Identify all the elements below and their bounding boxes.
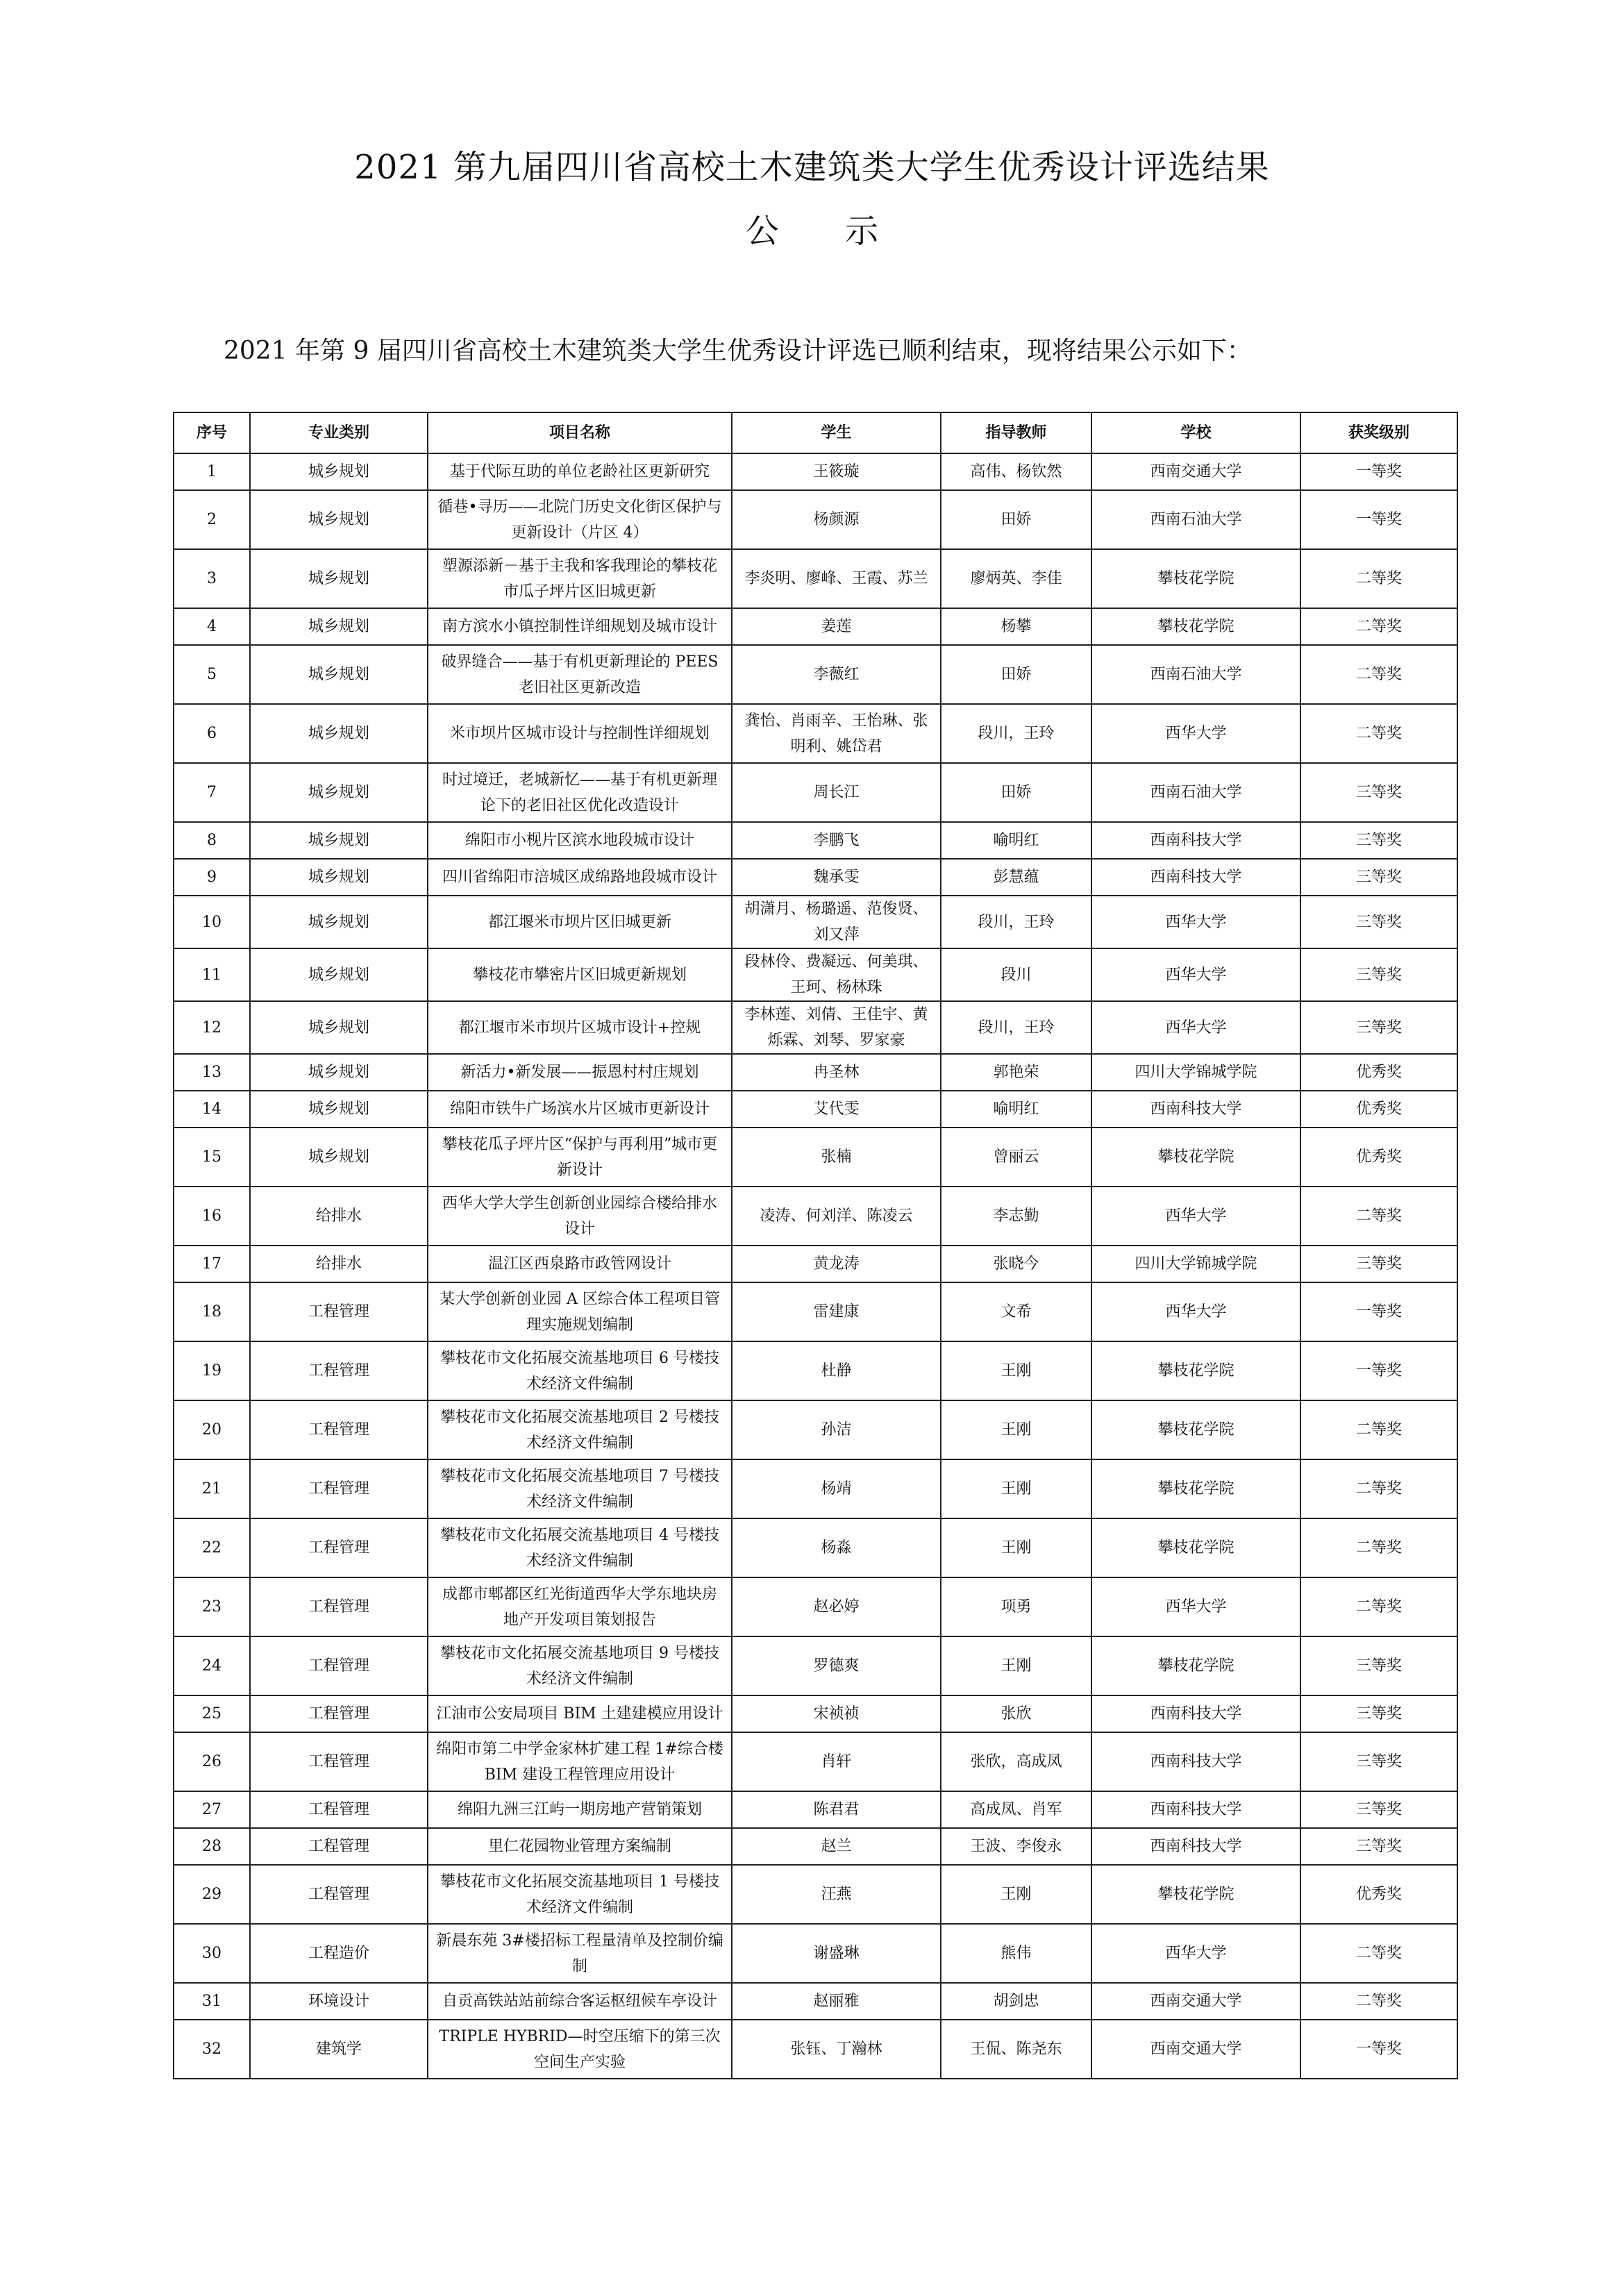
cell-index: 26 xyxy=(174,1732,250,1791)
cell-project: 循巷•寻历——北院门历史文化街区保护与更新设计（片区 4） xyxy=(428,490,732,549)
cell-category: 城乡规划 xyxy=(250,1054,428,1091)
cell-advisor: 文希 xyxy=(941,1282,1091,1341)
cell-school: 西华大学 xyxy=(1091,1187,1300,1246)
cell-index: 11 xyxy=(174,948,250,1001)
cell-project: 攀枝花瓜子坪片区“保护与再利用”城市更新设计 xyxy=(428,1128,732,1187)
cell-award: 三等奖 xyxy=(1300,1001,1457,1054)
cell-project: 绵阳市第二中学金家林扩建工程 1#综合楼 BIM 建设工程管理应用设计 xyxy=(428,1732,732,1791)
cell-project: 攀枝花市文化拓展交流基地项目 6 号楼技术经济文件编制 xyxy=(428,1341,732,1400)
cell-index: 27 xyxy=(174,1791,250,1828)
cell-category: 城乡规划 xyxy=(250,704,428,763)
cell-award: 二等奖 xyxy=(1300,704,1457,763)
cell-project: 四川省绵阳市涪城区成绵路地段城市设计 xyxy=(428,859,732,896)
cell-student: 张钰、丁瀚林 xyxy=(732,2020,941,2079)
table-row xyxy=(174,1282,1457,1341)
cell-project: 成都市郫都区红光街道西华大学东地块房地产开发项目策划报告 xyxy=(428,1577,732,1636)
cell-student: 李炎明、廖峰、王霞、苏兰 xyxy=(732,549,941,608)
table-row xyxy=(174,948,1457,1001)
cell-index: 18 xyxy=(174,1282,250,1341)
cell-project: 都江堰市米市坝片区城市设计+控规 xyxy=(428,1001,732,1054)
cell-category: 城乡规划 xyxy=(250,608,428,645)
cell-advisor: 田娇 xyxy=(941,763,1091,822)
cell-school: 西南科技大学 xyxy=(1091,1091,1300,1128)
cell-advisor: 李志勤 xyxy=(941,1187,1091,1246)
cell-advisor: 王刚 xyxy=(941,1459,1091,1518)
cell-award: 三等奖 xyxy=(1300,896,1457,948)
cell-advisor: 王刚 xyxy=(941,1636,1091,1695)
cell-project: 攀枝花市文化拓展交流基地项目 1 号楼技术经济文件编制 xyxy=(428,1865,732,1924)
cell-award: 三等奖 xyxy=(1300,822,1457,859)
cell-category: 工程管理 xyxy=(250,1282,428,1341)
cell-index: 22 xyxy=(174,1518,250,1577)
table-row xyxy=(174,822,1457,859)
cell-student: 凌涛、何刘洋、陈凌云 xyxy=(732,1187,941,1246)
table-row xyxy=(174,645,1457,704)
cell-award: 二等奖 xyxy=(1300,645,1457,704)
cell-advisor: 段川，王玲 xyxy=(941,1001,1091,1054)
cell-index: 2 xyxy=(174,490,250,549)
cell-category: 工程管理 xyxy=(250,1732,428,1791)
cell-award: 优秀奖 xyxy=(1300,1091,1457,1128)
cell-advisor: 王侃、陈尧东 xyxy=(941,2020,1091,2079)
cell-school: 西南科技大学 xyxy=(1091,1791,1300,1828)
cell-award: 二等奖 xyxy=(1300,1187,1457,1246)
table-row xyxy=(174,1695,1457,1732)
cell-category: 工程管理 xyxy=(250,1865,428,1924)
cell-project: 自贡高铁站站前综合客运枢纽候车亭设计 xyxy=(428,1983,732,2020)
cell-category: 城乡规划 xyxy=(250,822,428,859)
cell-category: 工程管理 xyxy=(250,1518,428,1577)
cell-award: 优秀奖 xyxy=(1300,1054,1457,1091)
cell-award: 二等奖 xyxy=(1300,1924,1457,1983)
table-row xyxy=(174,2020,1457,2079)
cell-index: 15 xyxy=(174,1128,250,1187)
cell-school: 攀枝花学院 xyxy=(1091,1400,1300,1459)
cell-category: 城乡规划 xyxy=(250,549,428,608)
cell-student: 杨淼 xyxy=(732,1518,941,1577)
header-index: 序号 xyxy=(174,412,250,453)
cell-student: 张楠 xyxy=(732,1128,941,1187)
cell-award: 二等奖 xyxy=(1300,1400,1457,1459)
cell-student: 魏承雯 xyxy=(732,859,941,896)
cell-category: 工程管理 xyxy=(250,1341,428,1400)
cell-student: 孙洁 xyxy=(732,1400,941,1459)
cell-advisor: 王刚 xyxy=(941,1865,1091,1924)
cell-project: 绵阳九洲三江屿一期房地产营销策划 xyxy=(428,1791,732,1828)
cell-index: 19 xyxy=(174,1341,250,1400)
cell-advisor: 田娇 xyxy=(941,645,1091,704)
cell-index: 4 xyxy=(174,608,250,645)
cell-award: 二等奖 xyxy=(1300,608,1457,645)
cell-award: 一等奖 xyxy=(1300,1282,1457,1341)
cell-category: 建筑学 xyxy=(250,2020,428,2079)
cell-student: 杨靖 xyxy=(732,1459,941,1518)
cell-index: 16 xyxy=(174,1187,250,1246)
cell-school: 攀枝花学院 xyxy=(1091,608,1300,645)
cell-index: 23 xyxy=(174,1577,250,1636)
cell-student: 段林伶、费凝远、何美琪、王珂、杨林珠 xyxy=(732,948,941,1001)
table-row xyxy=(174,896,1457,948)
cell-category: 给排水 xyxy=(250,1187,428,1246)
cell-student: 李鹏飞 xyxy=(732,822,941,859)
table-row xyxy=(174,1054,1457,1091)
cell-award: 一等奖 xyxy=(1300,2020,1457,2079)
cell-project: TRIPLE HYBRID—时空压缩下的第三次空间生产实验 xyxy=(428,2020,732,2079)
cell-project: 塑源添新－基于主我和客我理论的攀枝花市瓜子坪片区旧城更新 xyxy=(428,549,732,608)
table-row xyxy=(174,1732,1457,1791)
header-advisor: 指导教师 xyxy=(941,412,1091,453)
cell-award: 优秀奖 xyxy=(1300,1865,1457,1924)
cell-student: 肖轩 xyxy=(732,1732,941,1791)
cell-project: 新晨东苑 3#楼招标工程量清单及控制价编制 xyxy=(428,1924,732,1983)
cell-student: 胡潇月、杨璐遥、范俊贤、刘又萍 xyxy=(732,896,941,948)
cell-category: 工程管理 xyxy=(250,1459,428,1518)
cell-school: 西南科技大学 xyxy=(1091,1828,1300,1865)
cell-award: 三等奖 xyxy=(1300,1828,1457,1865)
cell-student: 艾代雯 xyxy=(732,1091,941,1128)
cell-student: 宋祯祯 xyxy=(732,1695,941,1732)
header-student: 学生 xyxy=(732,412,941,453)
cell-project: 西华大学大学生创新创业园综合楼给排水设计 xyxy=(428,1187,732,1246)
cell-project: 攀枝花市文化拓展交流基地项目 9 号楼技术经济文件编制 xyxy=(428,1636,732,1695)
cell-school: 攀枝花学院 xyxy=(1091,549,1300,608)
cell-student: 赵兰 xyxy=(732,1828,941,1865)
cell-category: 工程管理 xyxy=(250,1695,428,1732)
header-school: 学校 xyxy=(1091,412,1300,453)
cell-project: 攀枝花市文化拓展交流基地项目 7 号楼技术经济文件编制 xyxy=(428,1459,732,1518)
cell-award: 三等奖 xyxy=(1300,1732,1457,1791)
cell-advisor: 杨攀 xyxy=(941,608,1091,645)
table-row xyxy=(174,1341,1457,1400)
cell-student: 龚怡、肖雨辛、王怡琳、张明利、姚岱君 xyxy=(732,704,941,763)
page-subtitle: 公 示 xyxy=(745,212,879,251)
cell-award: 三等奖 xyxy=(1300,948,1457,1001)
cell-index: 13 xyxy=(174,1054,250,1091)
table-row xyxy=(174,608,1457,645)
cell-project: 时过境迁，老城新忆——基于有机更新理论下的老旧社区优化改造设计 xyxy=(428,763,732,822)
cell-school: 西华大学 xyxy=(1091,1577,1300,1636)
cell-student: 雷建康 xyxy=(732,1282,941,1341)
cell-category: 城乡规划 xyxy=(250,859,428,896)
cell-category: 给排水 xyxy=(250,1246,428,1282)
cell-index: 14 xyxy=(174,1091,250,1128)
cell-student: 赵必婷 xyxy=(732,1577,941,1636)
cell-category: 工程管理 xyxy=(250,1791,428,1828)
cell-award: 三等奖 xyxy=(1300,1246,1457,1282)
cell-category: 工程管理 xyxy=(250,1636,428,1695)
cell-school: 西南石油大学 xyxy=(1091,763,1300,822)
cell-advisor: 段川，王玲 xyxy=(941,704,1091,763)
cell-award: 二等奖 xyxy=(1300,1983,1457,2020)
cell-category: 城乡规划 xyxy=(250,896,428,948)
table-row xyxy=(174,1636,1457,1695)
cell-student: 王筱璇 xyxy=(732,453,941,490)
cell-category: 工程管理 xyxy=(250,1577,428,1636)
cell-advisor: 彭慧蕴 xyxy=(941,859,1091,896)
cell-index: 32 xyxy=(174,2020,250,2079)
cell-school: 西南科技大学 xyxy=(1091,822,1300,859)
cell-school: 西南交通大学 xyxy=(1091,453,1300,490)
cell-index: 24 xyxy=(174,1636,250,1695)
cell-project: 里仁花园物业管理方案编制 xyxy=(428,1828,732,1865)
table-row xyxy=(174,1791,1457,1828)
cell-student: 李林莲、刘倩、王佳宇、黄烁霖、刘琴、罗家豪 xyxy=(732,1001,941,1054)
cell-school: 攀枝花学院 xyxy=(1091,1865,1300,1924)
cell-project: 攀枝花市文化拓展交流基地项目 2 号楼技术经济文件编制 xyxy=(428,1400,732,1459)
cell-student: 杨颜源 xyxy=(732,490,941,549)
table-row xyxy=(174,1246,1457,1282)
cell-index: 17 xyxy=(174,1246,250,1282)
table-row xyxy=(174,1187,1457,1246)
intro-paragraph: 2021 年第 9 届四川省高校土木建筑类大学生优秀设计评选已顺利结束，现将结果公示如下： xyxy=(224,337,1252,365)
cell-project: 南方滨水小镇控制性详细规划及城市设计 xyxy=(428,608,732,645)
table-row xyxy=(174,549,1457,608)
cell-award: 三等奖 xyxy=(1300,859,1457,896)
cell-category: 城乡规划 xyxy=(250,1091,428,1128)
cell-student: 李薇红 xyxy=(732,645,941,704)
cell-award: 二等奖 xyxy=(1300,1459,1457,1518)
cell-award: 三等奖 xyxy=(1300,763,1457,822)
cell-index: 5 xyxy=(174,645,250,704)
cell-school: 西华大学 xyxy=(1091,704,1300,763)
cell-category: 城乡规划 xyxy=(250,1128,428,1187)
cell-category: 城乡规划 xyxy=(250,645,428,704)
cell-advisor: 喻明红 xyxy=(941,1091,1091,1128)
cell-school: 西南科技大学 xyxy=(1091,859,1300,896)
cell-advisor: 王刚 xyxy=(941,1400,1091,1459)
cell-project: 米市坝片区城市设计与控制性详细规划 xyxy=(428,704,732,763)
cell-award: 二等奖 xyxy=(1300,549,1457,608)
header-project: 项目名称 xyxy=(428,412,732,453)
cell-category: 城乡规划 xyxy=(250,490,428,549)
cell-award: 三等奖 xyxy=(1300,1636,1457,1695)
cell-category: 工程造价 xyxy=(250,1924,428,1983)
cell-advisor: 曾丽云 xyxy=(941,1128,1091,1187)
cell-school: 西南石油大学 xyxy=(1091,645,1300,704)
table-row xyxy=(174,1983,1457,2020)
table-row xyxy=(174,763,1457,822)
cell-school: 西华大学 xyxy=(1091,948,1300,1001)
cell-student: 赵丽雅 xyxy=(732,1983,941,2020)
table-row xyxy=(174,1459,1457,1518)
cell-index: 6 xyxy=(174,704,250,763)
cell-index: 31 xyxy=(174,1983,250,2020)
cell-project: 某大学创新创业园 A 区综合体工程项目管理实施规划编制 xyxy=(428,1282,732,1341)
cell-award: 一等奖 xyxy=(1300,1341,1457,1400)
table-row xyxy=(174,453,1457,490)
cell-project: 基于代际互助的单位老龄社区更新研究 xyxy=(428,453,732,490)
table-row xyxy=(174,1400,1457,1459)
cell-index: 21 xyxy=(174,1459,250,1518)
table-row xyxy=(174,1091,1457,1128)
cell-advisor: 廖炳英、李佳 xyxy=(941,549,1091,608)
cell-project: 攀枝花市文化拓展交流基地项目 4 号楼技术经济文件编制 xyxy=(428,1518,732,1577)
cell-advisor: 熊伟 xyxy=(941,1924,1091,1983)
cell-award: 二等奖 xyxy=(1300,1518,1457,1577)
cell-advisor: 段川，王玲 xyxy=(941,896,1091,948)
cell-project: 都江堰米市坝片区旧城更新 xyxy=(428,896,732,948)
cell-advisor: 项勇 xyxy=(941,1577,1091,1636)
cell-advisor: 高成凤、肖军 xyxy=(941,1791,1091,1828)
cell-school: 西华大学 xyxy=(1091,1282,1300,1341)
cell-index: 10 xyxy=(174,896,250,948)
cell-advisor: 张晓今 xyxy=(941,1246,1091,1282)
cell-award: 一等奖 xyxy=(1300,490,1457,549)
cell-index: 29 xyxy=(174,1865,250,1924)
table-header-row xyxy=(174,412,1457,453)
cell-school: 西南科技大学 xyxy=(1091,1732,1300,1791)
table-row xyxy=(174,1865,1457,1924)
cell-student: 谢盛琳 xyxy=(732,1924,941,1983)
cell-school: 西华大学 xyxy=(1091,1924,1300,1983)
cell-student: 陈君君 xyxy=(732,1791,941,1828)
table-row xyxy=(174,1828,1457,1865)
cell-index: 20 xyxy=(174,1400,250,1459)
cell-category: 城乡规划 xyxy=(250,1001,428,1054)
table-row xyxy=(174,1518,1457,1577)
cell-student: 杜静 xyxy=(732,1341,941,1400)
cell-index: 1 xyxy=(174,453,250,490)
cell-school: 西南石油大学 xyxy=(1091,490,1300,549)
cell-category: 城乡规划 xyxy=(250,948,428,1001)
cell-project: 攀枝花市攀密片区旧城更新规划 xyxy=(428,948,732,1001)
cell-index: 28 xyxy=(174,1828,250,1865)
table-row xyxy=(174,1001,1457,1054)
table-row xyxy=(174,859,1457,896)
cell-school: 攀枝花学院 xyxy=(1091,1128,1300,1187)
cell-index: 7 xyxy=(174,763,250,822)
cell-advisor: 郭艳荣 xyxy=(941,1054,1091,1091)
page-title: 2021 第九届四川省高校土木建筑类大学生优秀设计评选结果 xyxy=(354,148,1270,187)
cell-advisor: 王刚 xyxy=(941,1341,1091,1400)
results-table xyxy=(173,412,1458,2079)
cell-advisor: 田娇 xyxy=(941,490,1091,549)
cell-award: 优秀奖 xyxy=(1300,1128,1457,1187)
table-row xyxy=(174,1128,1457,1187)
cell-advisor: 段川 xyxy=(941,948,1091,1001)
cell-student: 黄龙涛 xyxy=(732,1246,941,1282)
cell-school: 西华大学 xyxy=(1091,1001,1300,1054)
cell-advisor: 张欣，高成凤 xyxy=(941,1732,1091,1791)
cell-project: 绵阳市小枧片区滨水地段城市设计 xyxy=(428,822,732,859)
cell-project: 温江区西泉路市政管网设计 xyxy=(428,1246,732,1282)
cell-award: 一等奖 xyxy=(1300,453,1457,490)
cell-advisor: 胡剑忠 xyxy=(941,1983,1091,2020)
cell-student: 罗德爽 xyxy=(732,1636,941,1695)
cell-school: 西南交通大学 xyxy=(1091,1983,1300,2020)
cell-school: 四川大学锦城学院 xyxy=(1091,1054,1300,1091)
cell-school: 攀枝花学院 xyxy=(1091,1518,1300,1577)
cell-project: 江油市公安局项目 BIM 土建建模应用设计 xyxy=(428,1695,732,1732)
cell-award: 三等奖 xyxy=(1300,1791,1457,1828)
header-category: 专业类别 xyxy=(250,412,428,453)
cell-project: 破界缝合——基于有机更新理论的 PEES 老旧社区更新改造 xyxy=(428,645,732,704)
cell-school: 四川大学锦城学院 xyxy=(1091,1246,1300,1282)
cell-school: 攀枝花学院 xyxy=(1091,1341,1300,1400)
cell-project: 新活力•新发展——振恩村村庄规划 xyxy=(428,1054,732,1091)
table-row xyxy=(174,704,1457,763)
cell-index: 9 xyxy=(174,859,250,896)
cell-advisor: 喻明红 xyxy=(941,822,1091,859)
cell-school: 西南科技大学 xyxy=(1091,1695,1300,1732)
cell-school: 西南交通大学 xyxy=(1091,2020,1300,2079)
cell-advisor: 王刚 xyxy=(941,1518,1091,1577)
cell-school: 攀枝花学院 xyxy=(1091,1636,1300,1695)
cell-school: 西华大学 xyxy=(1091,896,1300,948)
cell-category: 城乡规划 xyxy=(250,763,428,822)
table-row xyxy=(174,490,1457,549)
cell-index: 25 xyxy=(174,1695,250,1732)
cell-student: 周长江 xyxy=(732,763,941,822)
cell-advisor: 张欣 xyxy=(941,1695,1091,1732)
cell-index: 3 xyxy=(174,549,250,608)
cell-category: 工程管理 xyxy=(250,1400,428,1459)
cell-index: 8 xyxy=(174,822,250,859)
cell-project: 绵阳市铁牛广场滨水片区城市更新设计 xyxy=(428,1091,732,1128)
cell-student: 冉圣林 xyxy=(732,1054,941,1091)
cell-category: 工程管理 xyxy=(250,1828,428,1865)
header-award: 获奖级别 xyxy=(1300,412,1457,453)
cell-index: 12 xyxy=(174,1001,250,1054)
cell-award: 三等奖 xyxy=(1300,1695,1457,1732)
table-row xyxy=(174,1924,1457,1983)
cell-student: 姜莲 xyxy=(732,608,941,645)
cell-advisor: 高伟、杨钦然 xyxy=(941,453,1091,490)
cell-school: 攀枝花学院 xyxy=(1091,1459,1300,1518)
cell-category: 城乡规划 xyxy=(250,453,428,490)
cell-index: 30 xyxy=(174,1924,250,1983)
cell-category: 环境设计 xyxy=(250,1983,428,2020)
cell-award: 二等奖 xyxy=(1300,1577,1457,1636)
cell-student: 汪燕 xyxy=(732,1865,941,1924)
cell-advisor: 王波、李俊永 xyxy=(941,1828,1091,1865)
table-row xyxy=(174,1577,1457,1636)
